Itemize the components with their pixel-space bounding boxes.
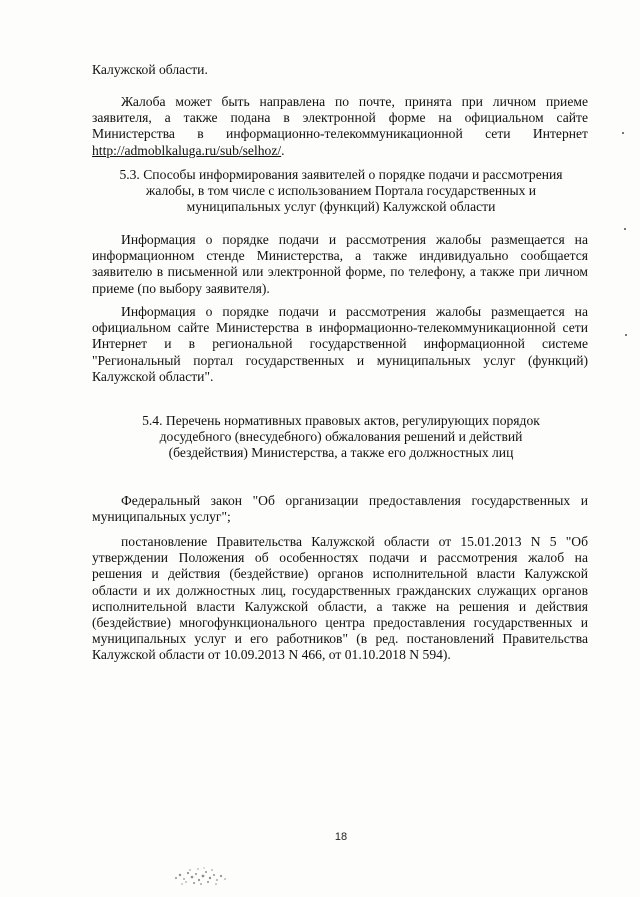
scan-speck: [624, 228, 626, 230]
text-line: решения и действия (бездействие) органов исполнительной власти Калужской: [92, 566, 588, 582]
text-line: Калужской области".: [92, 368, 214, 384]
heading-line: муниципальных услуг (функций) Калужской области: [186, 199, 496, 215]
text-line: области и их должностных лиц, государственных гражданских служащих органов: [92, 582, 588, 598]
page-number: 18: [334, 831, 348, 843]
paragraph-info-website: [92, 304, 588, 385]
text-line: заявителю в письменной или электронной форме, по телефону, а также при личном: [92, 264, 588, 280]
text-line: муниципальных услуг и его работников" (в ред. постановлений Правительства: [92, 631, 588, 647]
paragraph-complaint-submission: [92, 94, 588, 159]
paragraph-continuation: [92, 62, 588, 78]
paragraph-info-stand: [92, 232, 588, 297]
heading-line: 5.3. Способы информирования заявителей о порядке подачи и рассмотрения: [119, 167, 563, 182]
text-line: Информация о порядке подачи и рассмотрения жалобы размещается на: [121, 304, 588, 319]
text-line: Интернет и в региональной государственной информационной системе: [92, 336, 588, 352]
text-line: [92, 143, 588, 159]
text-line: Жалоба может быть направлена по почте, принята при личном приеме: [121, 94, 588, 109]
text-line: официальном сайте Министерства в информационно-телекоммуникационной сети: [92, 320, 588, 336]
text-line: Федеральный закон "Об организации предоставления государственных и: [121, 493, 588, 508]
scan-speck: [622, 132, 624, 134]
heading-line: (бездействия) Министерства, а также его должностных лиц: [168, 445, 514, 461]
text-line: Калужской области от 10.09.2013 N 466, от 01.10.2018 N 594).: [92, 647, 451, 663]
text-line: утверждении Положения об особенностях подачи и рассмотрения жалоб на: [92, 550, 588, 566]
paragraph-regional-resolution: [92, 534, 588, 664]
text-line: информационном стенде Министерства, а также индивидуально сообщается: [92, 248, 588, 264]
text-line: приеме (по выбору заявителя).: [92, 280, 270, 296]
ministry-website-link[interactable]: http://admoblkaluga.ru/sub/selhoz/: [92, 142, 282, 158]
text-line: Министерства в информационно-телекоммуникационной сети Интернет: [92, 126, 588, 142]
text-line: исполнительной власти Калужской области, а также на решения и действия: [92, 598, 588, 614]
scan-smudge: [168, 858, 238, 892]
paragraph-federal-law: [92, 493, 588, 525]
text-line: Калужской области.: [92, 62, 208, 77]
text-punct: .: [281, 142, 285, 158]
text-line: (бездействие) многофункционального центра предоставления государственных и: [92, 615, 588, 631]
section-heading-5-3: [86, 167, 596, 216]
text-line: постановление Правительства Калужской области от 15.01.2013 N 5 "Об: [121, 534, 588, 549]
text-line: заявителя, а также подана в электронной форме на официальном сайте: [92, 110, 588, 126]
text-line: Информация о порядке подачи и рассмотрения жалобы размещается на: [121, 232, 588, 247]
heading-line: жалобы, в том числе с использованием Портала государственных и: [145, 183, 537, 199]
text-line: муниципальных услуг";: [92, 509, 231, 525]
text-line: "Региональный портал государственных и муниципальных услуг (функций): [92, 352, 588, 368]
section-heading-5-4: [86, 413, 596, 462]
scan-speck: [625, 334, 627, 336]
heading-line: досудебного (внесудебного) обжалования решений и действий: [159, 429, 523, 445]
heading-line: 5.4. Перечень нормативных правовых актов, регулирующих порядок: [142, 413, 540, 428]
